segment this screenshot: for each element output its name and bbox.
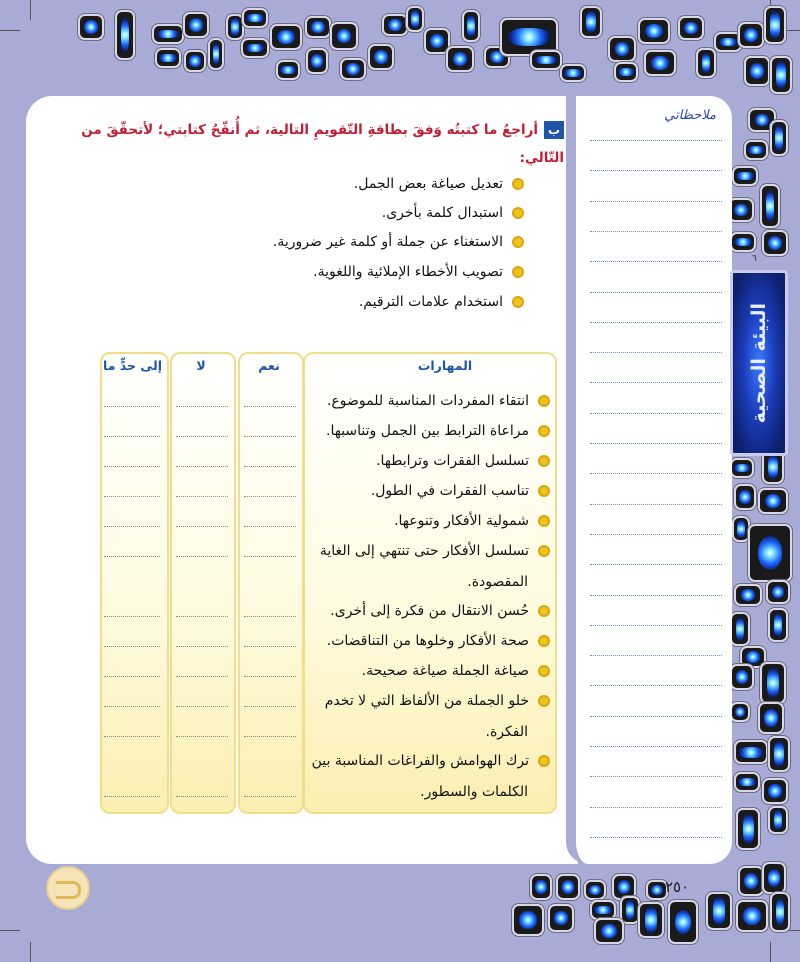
answer-line[interactable]	[176, 616, 228, 617]
gem-icon	[730, 612, 750, 646]
answer-line[interactable]	[244, 706, 296, 707]
answer-line[interactable]	[104, 406, 160, 407]
answer-line[interactable]	[104, 676, 160, 677]
gem-icon	[382, 14, 408, 36]
gem-icon	[590, 900, 616, 920]
note-line[interactable]	[590, 595, 722, 596]
answer-line[interactable]	[176, 736, 228, 737]
gem-icon	[760, 662, 786, 704]
gem-icon	[305, 16, 331, 38]
note-line[interactable]	[590, 201, 722, 202]
gem-icon	[732, 166, 758, 186]
bullet-icon	[538, 515, 550, 527]
gem-icon	[462, 10, 480, 42]
gem-icon	[758, 702, 784, 734]
note-line[interactable]	[590, 837, 722, 838]
skill-row: شمولية الأفكار وتنوعها.	[394, 506, 550, 537]
gem-icon	[208, 38, 224, 70]
note-line[interactable]	[590, 746, 722, 747]
bullet-icon	[512, 236, 524, 248]
skill-row: صحة الأفكار وخلوها من التناقضات.	[327, 626, 550, 657]
gem-icon	[152, 24, 184, 44]
note-line[interactable]	[590, 534, 722, 535]
gem-icon	[78, 14, 104, 40]
bullet-icon	[538, 545, 550, 557]
answer-line[interactable]	[176, 556, 228, 557]
gem-icon	[580, 6, 602, 38]
gem-icon	[730, 458, 754, 478]
no-column	[170, 352, 236, 814]
note-line[interactable]	[590, 140, 722, 141]
checklist-item: استخدام علامات الترقيم.	[359, 294, 524, 310]
bullet-icon	[538, 665, 550, 677]
answer-line[interactable]	[176, 526, 228, 527]
skill-row: ترك الهوامش والفراغات المناسبة بين الكلمات والسطور.	[312, 746, 550, 808]
bullet-icon	[512, 207, 524, 219]
publisher-logo	[46, 866, 90, 910]
notes-title: ملاحظاتي	[664, 108, 716, 123]
checklist-item: استبدال كلمة بأخرى.	[382, 205, 524, 221]
gem-icon	[668, 900, 698, 944]
note-line[interactable]	[590, 170, 722, 171]
answer-line[interactable]	[244, 736, 296, 737]
gem-icon	[530, 874, 552, 900]
gem-icon	[770, 120, 788, 156]
answer-line[interactable]	[104, 796, 160, 797]
note-line[interactable]	[590, 625, 722, 626]
gem-icon	[734, 740, 768, 764]
header-skills: المهارات	[417, 358, 473, 373]
bullet-icon	[538, 755, 550, 767]
note-line[interactable]	[590, 776, 722, 777]
answer-line[interactable]	[176, 496, 228, 497]
gem-icon	[184, 50, 206, 72]
gem-icon	[730, 702, 750, 722]
gem-icon	[560, 64, 586, 82]
gem-icon	[638, 902, 664, 938]
answer-line[interactable]	[244, 496, 296, 497]
note-line[interactable]	[590, 685, 722, 686]
bullet-icon	[512, 266, 524, 278]
bullet-icon	[538, 395, 550, 407]
skill-row: حُسن الانتقال من فكرة إلى أخرى.	[330, 596, 550, 627]
gem-icon	[270, 24, 302, 50]
answer-line[interactable]	[176, 436, 228, 437]
unit-tab	[730, 270, 788, 456]
task-instruction	[44, 116, 564, 172]
gem-icon	[748, 524, 792, 582]
answer-line[interactable]	[104, 556, 160, 557]
notes-panel	[566, 96, 732, 864]
answer-line[interactable]	[104, 616, 160, 617]
crop-mark	[770, 942, 771, 962]
bullet-icon	[538, 635, 550, 647]
note-line[interactable]	[590, 231, 722, 232]
checklist-item: تصويب الأخطاء الإملائية واللغوية.	[313, 264, 524, 280]
gem-icon	[696, 48, 716, 78]
note-line[interactable]	[590, 655, 722, 656]
note-line[interactable]	[590, 564, 722, 565]
gem-icon	[734, 484, 756, 510]
note-line[interactable]	[590, 504, 722, 505]
gem-icon	[734, 584, 762, 606]
answer-line[interactable]	[104, 706, 160, 707]
gem-icon	[620, 896, 640, 924]
answer-line[interactable]	[176, 706, 228, 707]
gem-icon	[530, 50, 562, 70]
bullet-icon	[538, 605, 550, 617]
skill-row: صياغة الجملة صياغة صحيحة.	[362, 656, 550, 687]
skill-row: تسلسل الفقرات وترابطها.	[376, 446, 550, 477]
skill-row: انتقاء المفردات المناسبة للموضوع.	[327, 386, 550, 417]
skill-row: تناسب الفقرات في الطول.	[371, 476, 550, 507]
answer-line[interactable]	[104, 466, 160, 467]
answer-line[interactable]	[176, 646, 228, 647]
note-line[interactable]	[590, 292, 722, 293]
gem-icon	[548, 904, 574, 932]
note-line[interactable]	[590, 261, 722, 262]
note-line[interactable]	[590, 413, 722, 414]
answer-line[interactable]	[176, 676, 228, 677]
gem-icon	[446, 46, 474, 72]
unit-tab-label: البيئة الصحية	[748, 302, 770, 424]
checklist-item: تعديل صياغة بعض الجمل.	[354, 176, 524, 192]
answer-line[interactable]	[244, 556, 296, 557]
gem-icon	[556, 874, 580, 900]
crop-mark	[0, 30, 20, 31]
gem-icon	[762, 862, 786, 894]
gem-icon	[760, 184, 780, 228]
gem-icon	[736, 808, 760, 850]
answer-line[interactable]	[244, 796, 296, 797]
crop-mark	[30, 0, 31, 20]
answer-line[interactable]	[244, 406, 296, 407]
answer-line[interactable]	[104, 496, 160, 497]
answer-line[interactable]	[244, 616, 296, 617]
gem-icon	[762, 230, 788, 256]
gem-icon	[738, 866, 764, 896]
gem-icon	[768, 736, 790, 772]
answer-line[interactable]	[176, 406, 228, 407]
bullet-icon	[538, 455, 550, 467]
gem-icon	[306, 48, 328, 74]
answer-line[interactable]	[104, 436, 160, 437]
crop-mark	[30, 942, 31, 962]
answer-line[interactable]	[244, 526, 296, 527]
gem-icon	[340, 58, 366, 80]
gem-icon	[608, 36, 636, 62]
gem-icon	[276, 60, 300, 80]
gem-icon	[762, 778, 788, 804]
answer-line[interactable]	[104, 526, 160, 527]
note-line[interactable]	[590, 443, 722, 444]
gem-icon	[584, 880, 606, 900]
checklist-item: الاستغناء عن جملة أو كلمة غير ضرورية.	[273, 234, 524, 250]
gem-icon	[241, 38, 269, 58]
gem-icon	[638, 18, 670, 44]
unit-number: ٦	[752, 254, 757, 264]
gem-icon	[155, 48, 181, 68]
answer-line[interactable]	[244, 436, 296, 437]
bullet-icon	[512, 178, 524, 190]
answer-line[interactable]	[104, 646, 160, 647]
bullet-icon	[538, 425, 550, 437]
gem-icon	[758, 488, 788, 514]
gem-icon	[768, 608, 788, 642]
header-yes: نعم	[258, 358, 280, 373]
skill-row: مراعاة الترابط بين الجمل وتناسبها.	[326, 416, 550, 447]
gem-icon	[330, 22, 358, 50]
gem-icon	[678, 16, 704, 40]
note-line[interactable]	[590, 807, 722, 808]
crop-mark	[0, 930, 20, 931]
gem-icon	[734, 772, 760, 792]
gem-icon	[730, 664, 754, 690]
bullet-icon	[512, 296, 524, 308]
skill-row: تسلسل الأفكار حتى تنتهي إلى الغاية المقصودة.	[320, 536, 550, 598]
gem-icon	[512, 904, 544, 936]
gem-icon	[183, 12, 209, 38]
note-line[interactable]	[590, 352, 722, 353]
bullet-icon	[538, 485, 550, 497]
gem-icon	[730, 232, 756, 252]
gem-icon	[764, 6, 786, 44]
gem-icon	[242, 8, 268, 28]
header-somewhat: إلى حدٍّ ما	[103, 358, 162, 373]
answer-line[interactable]	[104, 736, 160, 737]
answer-line[interactable]	[244, 646, 296, 647]
page-number: ٢٥٠	[665, 878, 690, 896]
gem-icon	[614, 62, 638, 82]
gem-icon	[594, 918, 624, 944]
task-instruction-text: أراجعُ ما كتبتُه وَفقَ بطاقةِ التّقويمِ التالية، ثم أُنقّحُ كتابتي؛ لأتحقّقَ من التّالي:	[81, 122, 564, 166]
bullet-icon	[538, 695, 550, 707]
skill-row: خلو الجملة من الألفاظ التي لا تخدم الفكرة.	[325, 686, 550, 748]
gem-icon	[768, 806, 788, 834]
gem-icon	[368, 44, 394, 70]
gem-icon	[744, 56, 770, 86]
answer-line[interactable]	[244, 676, 296, 677]
gem-icon	[738, 22, 764, 48]
gem-icon	[736, 900, 768, 932]
note-line[interactable]	[590, 716, 722, 717]
gem-icon	[770, 56, 792, 94]
note-line[interactable]	[590, 382, 722, 383]
gem-icon	[406, 6, 424, 32]
gem-icon	[115, 10, 135, 60]
gem-icon	[706, 892, 732, 930]
somewhat-column	[100, 352, 169, 814]
yes-column	[238, 352, 304, 814]
answer-line[interactable]	[176, 466, 228, 467]
answer-line[interactable]	[244, 466, 296, 467]
note-line[interactable]	[590, 322, 722, 323]
header-no: لا	[196, 358, 206, 373]
answer-line[interactable]	[176, 796, 228, 797]
gem-icon	[744, 140, 768, 160]
gem-icon	[770, 892, 790, 932]
gem-icon	[766, 580, 790, 604]
gem-icon	[644, 50, 676, 76]
note-line[interactable]	[590, 473, 722, 474]
task-badge: ب	[544, 121, 564, 139]
